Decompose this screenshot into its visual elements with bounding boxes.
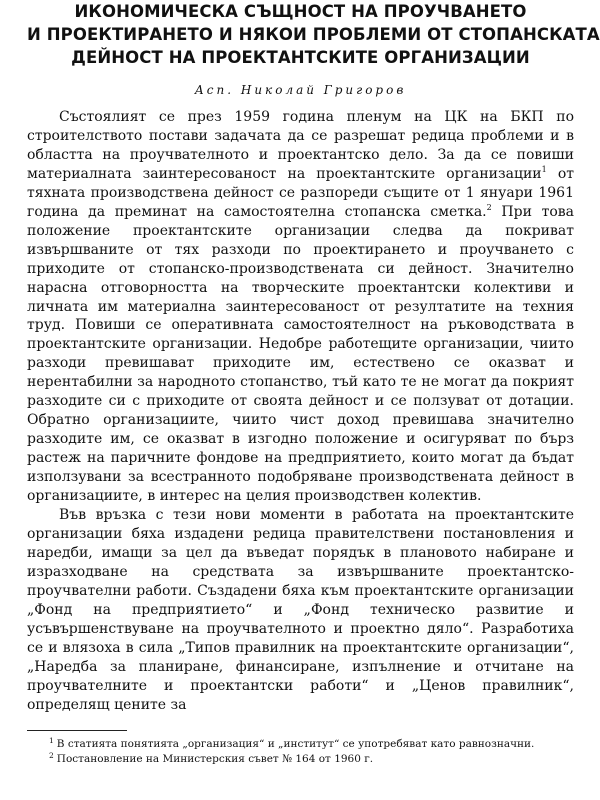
paragraph-text: Състоялият се през 1959 година пленум на ЦК на БКП по строителството постави задачата да се разрешат редица проблеми и в областта на проучвателното и проектантско дело. За да се повиши материалната заинтересованост на проектантските организации (27, 109, 574, 182)
title-line: И ПРОЕКТИРАНЕТО И НЯКОИ ПРОБЛЕМИ ОТ СТОПАНСКАТА (27, 25, 600, 44)
footnote (27, 737, 574, 752)
footnote (27, 752, 574, 767)
paragraph-text: Във връзка с тези нови моменти в работата на проектантските организации бяха издадени редица правителствени постановления и наредби, имащи за цел да въведат порядък в плановото набиране и изразходване на средствата за извършваните проектантско-проучвателни работи. Създадени бяха към проектантските организации „Фонд на предприятието“ и „Фонд техническо развитие и усъвършенствуване на проучвателното и проектно дяло“. Разработиха се и влязоха в сила „Типов правилник на проектантските организации“, „Наредба за планиране, финансиране, изпълнение и отчитане на проучвателните и проектантски работи“ и „Ценов правилник“, определящ цените за (27, 507, 574, 713)
footnotes (27, 737, 574, 767)
paragraph-text: При това положение проектантските организации следва да покриват извършваните от тях разходи по проектирането и проучването с приходите от стопанско-производствената си дейност. Значително нарасна отговорността на творческите проектантски колективи и личната им материална заинтересованост от резултатите на техния труд. Повиши се оперативната самостоятелност на ръководствата в проектантските организации. Недобре работещите организации, чиито разходи превишават приходите им, естествено се оказват и нерентабилни за народното стопанство, тъй като те не могат да покрият разходите си с приходите от своята дейност и се ползуват от дотации. Обратно организациите, чиито чист доход превишава значително разходите им, се оказват в изгодно положение и осигуряват по бърз растеж на паричните фондове на предприятието, които могат да бъдат използувани за всестранното подобряване производствената дейност в организациите, в интерес на целия производствен колектив. (27, 203, 574, 505)
author-byline: Асп. Николай Григоров (194, 83, 407, 97)
footnote-reference: 1 (541, 164, 547, 174)
footnote-mark: 2 (49, 750, 54, 760)
title-line: ИКОНОМИЧЕСКА СЪЩНОСТ НА ПРОУЧВАНЕТО (74, 2, 527, 21)
title-line: ДЕЙНОСТ НА ПРОЕКТАНТСКИТЕ ОРГАНИЗАЦИИ (71, 48, 530, 67)
paragraph-text: от тяхната производствена дейност се разпореди същите от 1 януари 1961 година да преминат на самостоятелна стопанска сметка. (27, 165, 574, 220)
footnote-text: Постановление на Министерския съвет № 164 от 1960 г. (56, 752, 374, 765)
article-title (27, 0, 600, 69)
paragraph (27, 506, 574, 714)
footnote-reference: 2 (486, 202, 492, 212)
footnote-text: В статията понятията „организация“ и „институт“ се употребяват като равнозначни. (56, 737, 535, 750)
paragraph (27, 108, 574, 506)
article-body (27, 108, 574, 715)
footnote-divider (27, 730, 127, 731)
footnote-mark: 1 (49, 735, 54, 745)
